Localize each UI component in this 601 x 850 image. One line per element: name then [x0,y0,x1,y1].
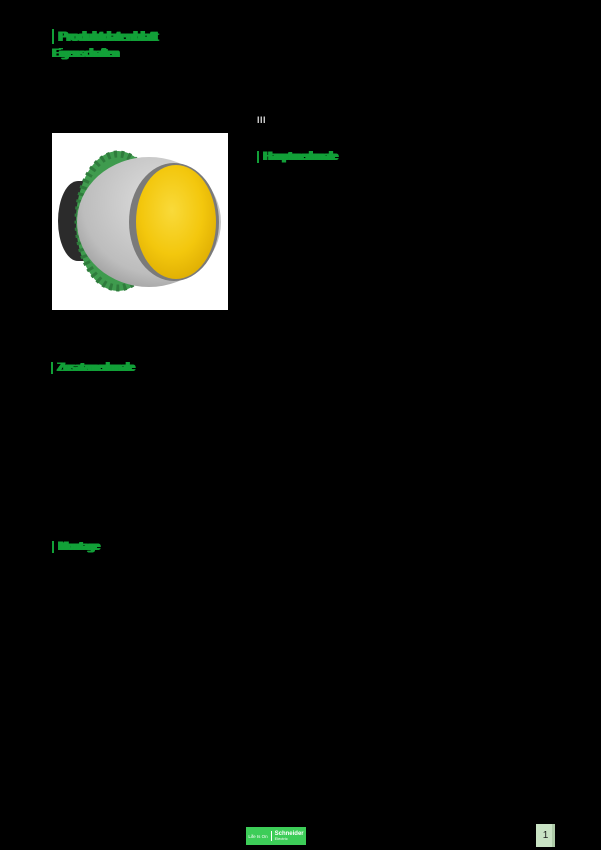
brand-name-sub: Electric [274,836,288,841]
page-number-badge: 1 [536,824,555,847]
button-cap [136,165,216,279]
brand-name: Schneider [274,831,304,837]
section-heading-zusatzmerkmale: Zusatzmerkmale [51,362,133,374]
brand-name-block [275,831,304,841]
product-image [52,133,228,310]
section-heading-hauptmerkmale: Hauptmerkmale [257,151,336,163]
page-subtitle: Eigenschaften [52,48,118,60]
section-heading-montage: Montage [52,541,98,553]
reference-mark: III [257,115,267,125]
brand-tagline: Life Is On [248,833,268,839]
brand-logo [246,827,306,845]
pushbutton-illustration [52,133,228,310]
brand-divider [271,831,272,841]
page-title: Produktdatenblatt [52,29,157,44]
